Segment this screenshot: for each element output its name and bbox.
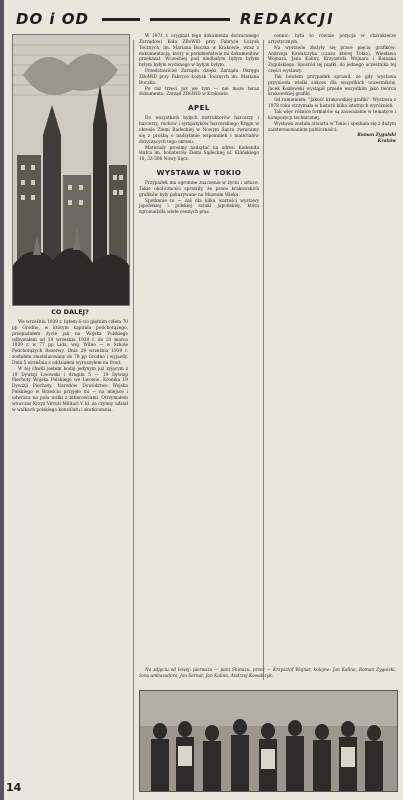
paragraph: We wrześniu 1939 r. byłem 6-cio giętnim człem 70 pp Grodno, w którym kapituła podchorążego, przepadałem życie jak na Wojska Polskiego odbywałem od 18 września 1939 r. do 31 marca 1939 r. w 77 pp Lida, woj. Wilno — w Szkole Podchorążych Rezerwy. Dnia 29 września 1939 r. zostałem zmobilizowany do 78 pp Grodno i wyjazdy. Dnia 5 września z oddziałem wyruszyłem na front. (12, 320, 128, 366)
column-rule (263, 40, 264, 680)
illustration-title: CO DALEJ? (51, 308, 89, 316)
page-number: 14 (6, 781, 22, 794)
group-photo (139, 690, 398, 792)
header-dash (150, 18, 230, 21)
author-signature: Roman Zygulski Kraków (357, 133, 396, 145)
apel-heading: APEL (188, 104, 210, 113)
header-dash (102, 18, 140, 21)
paragraph: Materiały prosimy nadsyłać na adres: Komenda Hufca im. bohaterów Ziemi Sądeckiej ul. Kilińskiego 18, 33-300 Nowy Sącz. (139, 145, 259, 163)
paragraph: Do wszystkich byłych instruktorów harcerzy i harcerzy, ruchów i sympatyków harcerskiego Kręgu w okresie Ziemi Radeckiej w Nowym Sączu zwracamy się z prośbą o nadsyłanie wspomnień i materiałów dotyczących tego okresu. (139, 116, 259, 145)
photo-caption-block (139, 668, 396, 680)
header-left-title: DO i OD (16, 10, 89, 28)
photo-caption: Na zdjęciu od lewej: pierwsza — pani Shimizu, przez — Krzysztof Wojnar, kolejne: Jan Kalina, Roman Zygulski, żona ambasadora, Jan Sarnat, Jan Kalina, Andrzej Kowalczyk. (139, 668, 396, 679)
paragraph: Na wystawie złożyły się prace pięciu grafików: Andrzeja Kowalczyka (czasu której Tokio), Wiesława Wojnara, Jana Kaliny, Krzysztofa Wojnara i Romana Zygulskiego. Spośród tej piątki, do jednego uczestnika tej części wystawy. (268, 45, 396, 75)
paragraph: cennic: była to równie pozycja w charakterze artystycznym. (268, 34, 396, 45)
column-2 (139, 34, 259, 216)
paragraph: Tak bowiem przypadek sprawił, że gdy wystawa przyniosła wielki sukces dla wszystkich uczestników, Jacek Kozłowski wystąpił przede wszystkim jako twórca krakowskiej grafiki. (268, 74, 396, 98)
page-edge-strip (0, 0, 4, 800)
column-1 (12, 320, 128, 414)
paragraph: Przedstawiciel Zarządu dzięki Zarządu Okręgu ZBoWiD przy Fabryce Łożysk Tocznych im. Mariana Buczka. (139, 69, 259, 86)
paragraph: Od ramieniem: "Jakość krakowskiej grafiki". Wystawa z 1978 roku otrzymała w historii kilka istotnych wyróżnień. (268, 98, 396, 110)
paragraph: Spotkanie to — zaś dla kilku wartości wystawy japońskiej i polskiej sztuki japońskiej, która zgromadziła wiele cennych prac. (139, 198, 259, 216)
paragraph: W tej chwili jestem bodaj jedynym już zyjącym z 19 Dywizji Lwowski i drugim 5 — 19 Dywizji Piechoty Wojska Polskiego we Lwowie. Kronika 19 Dywizji Piechoty. Narodów Dowództwo Wojska Polskiego w Brześciu przyjęło mi — na miejsce i odwraca na pola walki z hitlerowcami. Otrzymałem wówczas Krzyż Virtuti Militari V kl. za czynny udział w walkach polskiego konsulatu i skutkowania. (12, 366, 128, 413)
tokio-heading: WYSTAWA W TOKIO (156, 169, 242, 178)
paragraph: Tak więc różnice formatów są zauważalne w tematyce i kompozycji technicznej. (268, 109, 396, 121)
city-illustration (12, 34, 130, 306)
paragraph: W 1971 r. oryginał tego dokumentu dorzuconego Zarządowi Koła ZBoWiD przy Fabryce Łożysk Tocznych, im. Mariana Buczka w Krakowie, wraz z dokumentacją, który w podobieństwie mi dokumentów przekazał. Wcześniej pod niedbałym byłym byłym byłym byłym wydanego w byłym byłym. (139, 34, 259, 69)
column-3 (268, 34, 396, 145)
paragraph: Wystawa została otwarta w Tokio i spotkała się z dużym zainteresowaniem publiczności. (268, 121, 396, 133)
header-right-title: REDAKCJI (240, 10, 335, 28)
paragraph: Przypadek ma ogromne znaczenie w życiu i sztuce. Takie okoliczności sprawiły, że prace krakowskich grafików były pokazywane na Muzeum Wieku. (139, 181, 259, 198)
paragraph: Po raz trzeci już we tym — nie może teraz dokumentu. Zarząd ZBoWiD w Krakowie. (139, 86, 259, 98)
column-rule (133, 40, 134, 800)
section-header (10, 8, 394, 30)
